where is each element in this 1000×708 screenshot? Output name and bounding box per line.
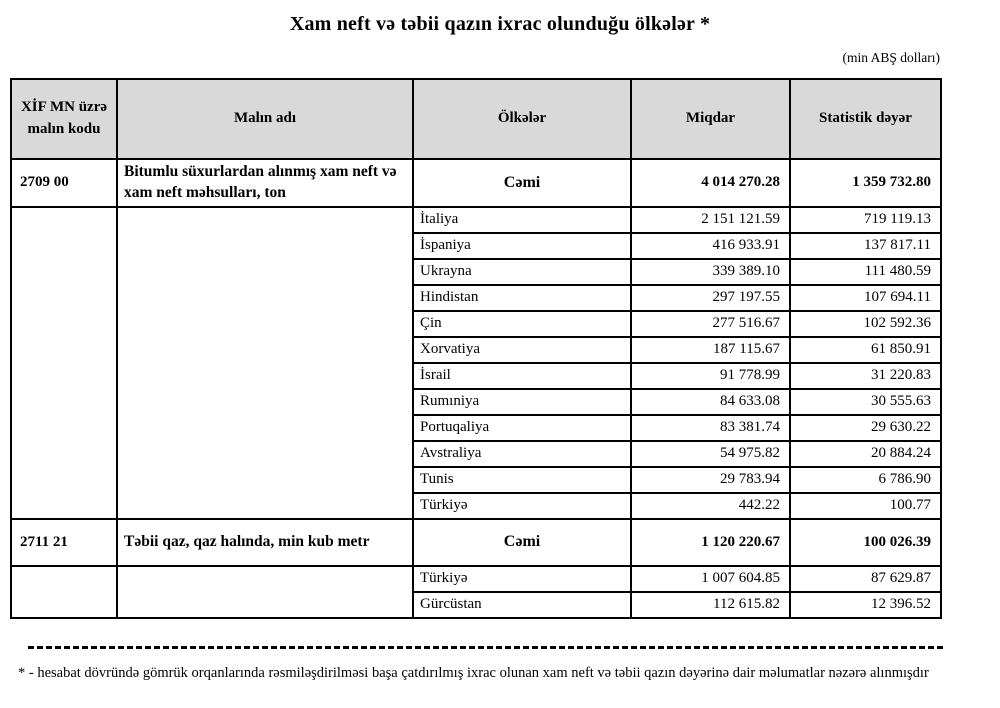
- header-row: [11, 79, 941, 159]
- country-name: Çin: [413, 311, 631, 337]
- quantity-value: 91 778.99: [631, 363, 790, 389]
- table-body: [11, 159, 941, 618]
- total-quantity: 4 014 270.28: [631, 159, 790, 207]
- page-title: Xam neft və təbii qazın ixrac olunduğu ölkələr *: [289, 13, 711, 35]
- quantity-value: 2 151 121.59: [631, 207, 790, 233]
- total-statistic-value: 1 359 732.80: [790, 159, 941, 207]
- quantity-value: 277 516.67: [631, 311, 790, 337]
- country-name: İsrail: [413, 363, 631, 389]
- quantity-value: 187 115.67: [631, 337, 790, 363]
- commodity-code: 2709 00: [11, 159, 117, 207]
- quantity-value: 1 007 604.85: [631, 566, 790, 592]
- country-name: İtaliya: [413, 207, 631, 233]
- country-name: Ukrayna: [413, 259, 631, 285]
- country-name: Avstraliya: [413, 441, 631, 467]
- statistic-value: 87 629.87: [790, 566, 941, 592]
- statistic-value: 12 396.52: [790, 592, 941, 618]
- statistic-value: 30 555.63: [790, 389, 941, 415]
- statistic-value: 137 817.11: [790, 233, 941, 259]
- country-name: İspaniya: [413, 233, 631, 259]
- statistic-value: 107 694.11: [790, 285, 941, 311]
- footnote-text: * - hesabat dövründə gömrük orqanlarında rəsmiləşdirilməsi başa çatdırılmış ixrac olunan xam neft və təbii qazın dəyərinə dair məlumatlar nəzərə alınmışdır: [18, 665, 929, 681]
- unit-note: (min ABŞ dolları): [842, 50, 940, 65]
- total-statistic-value: 100 026.39: [790, 519, 941, 566]
- statistic-value: 6 786.90: [790, 467, 941, 493]
- export-table: [10, 78, 942, 619]
- quantity-value: 84 633.08: [631, 389, 790, 415]
- col-header-statistic-value: Statistik dəyər: [790, 79, 941, 159]
- quantity-value: 83 381.74: [631, 415, 790, 441]
- country-name: Hindistan: [413, 285, 631, 311]
- statistic-value: 61 850.91: [790, 337, 941, 363]
- product-name: Bitumlu süxurlardan alınmış xam neft və xam neft məhsulları, ton: [117, 159, 413, 207]
- quantity-value: 29 783.94: [631, 467, 790, 493]
- country-name: Gürcüstan: [413, 592, 631, 618]
- country-row: [11, 566, 941, 592]
- total-label: Cəmi: [413, 159, 631, 207]
- statistic-value: 31 220.83: [790, 363, 941, 389]
- quantity-value: 297 197.55: [631, 285, 790, 311]
- footnote-divider: [28, 646, 943, 649]
- total-label: Cəmi: [413, 519, 631, 566]
- quantity-value: 339 389.10: [631, 259, 790, 285]
- statistic-value: 100.77: [790, 493, 941, 519]
- quantity-value: 416 933.91: [631, 233, 790, 259]
- quantity-value: 442.22: [631, 493, 790, 519]
- empty-code-cell: [11, 566, 117, 618]
- col-header-quantity: Miqdar: [631, 79, 790, 159]
- statistic-value: 20 884.24: [790, 441, 941, 467]
- summary-row: [11, 159, 941, 207]
- product-name: Təbii qaz, qaz halında, min kub metr: [117, 519, 413, 566]
- empty-code-cell: [11, 207, 117, 519]
- country-name: Xorvatiya: [413, 337, 631, 363]
- quantity-value: 54 975.82: [631, 441, 790, 467]
- country-name: Tunis: [413, 467, 631, 493]
- statistic-value: 29 630.22: [790, 415, 941, 441]
- commodity-code: 2711 21: [11, 519, 117, 566]
- col-header-product-name: Malın adı: [117, 79, 413, 159]
- country-row: [11, 207, 941, 233]
- empty-product-cell: [117, 207, 413, 519]
- country-name: Portuqaliya: [413, 415, 631, 441]
- total-quantity: 1 120 220.67: [631, 519, 790, 566]
- country-name: Türkiyə: [413, 566, 631, 592]
- quantity-value: 112 615.82: [631, 592, 790, 618]
- col-header-commodity-code: XİF MN üzrə malın kodu: [11, 79, 117, 159]
- country-name: Türkiyə: [413, 493, 631, 519]
- summary-row: [11, 519, 941, 566]
- statistic-value: 111 480.59: [790, 259, 941, 285]
- country-name: Rumıniya: [413, 389, 631, 415]
- statistic-value: 102 592.36: [790, 311, 941, 337]
- empty-product-cell: [117, 566, 413, 618]
- col-header-countries: Ölkələr: [413, 79, 631, 159]
- statistic-value: 719 119.13: [790, 207, 941, 233]
- table-header: [11, 79, 941, 159]
